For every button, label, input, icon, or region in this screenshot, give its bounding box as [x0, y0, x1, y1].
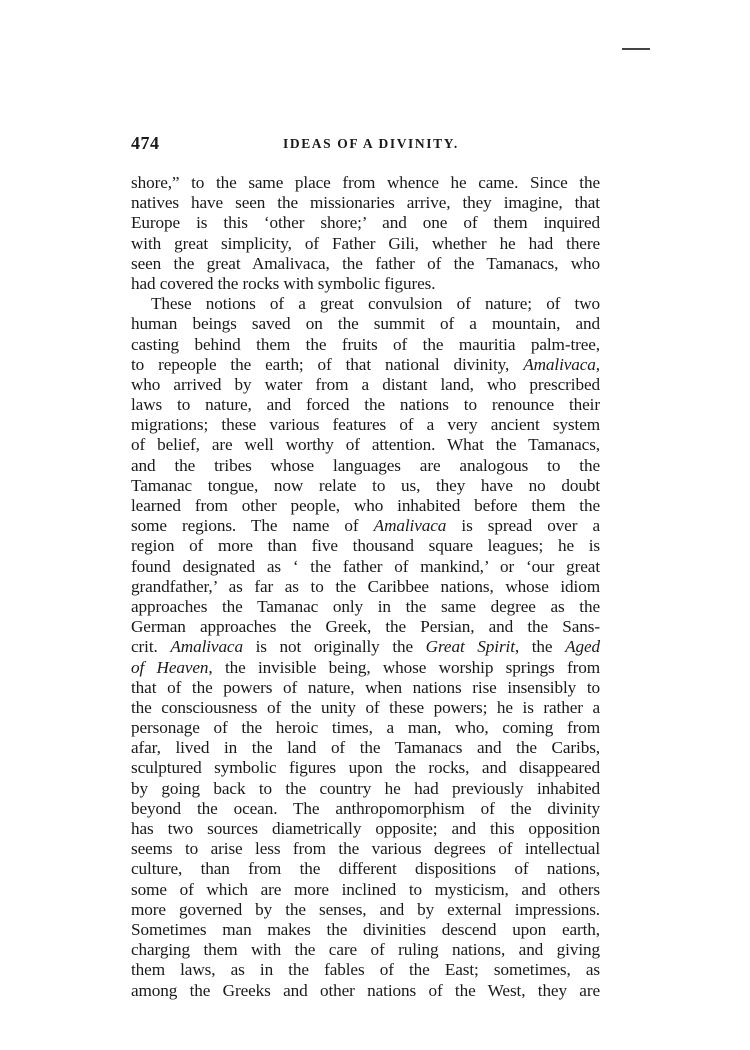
text-segment: human beings saved on the summit of a mountain, and	[131, 314, 600, 334]
text-segment: had covered the rocks with symbolic figures.	[131, 273, 436, 293]
text-segment: and the tribes whose languages are analogous to the	[131, 455, 600, 475]
text-line	[131, 779, 600, 799]
text-line	[131, 880, 600, 900]
text-line	[131, 557, 600, 577]
text-line	[131, 597, 600, 617]
text-segment: learned from other people, who inhabited before them the	[131, 496, 600, 515]
text-segment: is spread over a	[446, 516, 600, 536]
text-segment: afar, lived in the land of the Tamanacs and the Caribs,	[131, 738, 600, 758]
text-segment: seems to arise less from the various degrees of intellectual	[131, 839, 600, 859]
text-segment: region of more than five thousand square leagues; he is	[131, 536, 600, 556]
text-segment: some of which are more inclined to mysticism, and others	[131, 879, 600, 899]
text-segment: casting behind them the fruits of the mauritia palm-tree,	[131, 334, 600, 354]
text-segment: natives have seen the missionaries arrive, they imagine, that	[131, 193, 600, 213]
text-line	[131, 435, 600, 455]
text-line	[131, 294, 600, 314]
text-segment: Sometimes man makes the divinities descend upon earth,	[131, 919, 600, 939]
text-line	[131, 577, 600, 597]
text-segment: crit.	[131, 637, 171, 657]
text-segment: by going back to the country he had previously inhabited	[131, 778, 600, 798]
text-segment: grandfather,’ as far as to the Caribbee nations, whose idiom	[131, 576, 600, 596]
text-segment: has two sources diametrically opposite; and this opposition	[131, 819, 600, 838]
text-line	[131, 314, 600, 334]
body-text	[131, 173, 600, 1001]
text-line	[131, 496, 600, 516]
text-segment: them laws, as in the fables of the East; sometimes, as	[131, 960, 600, 980]
text-line	[131, 254, 600, 274]
text-segment: migrations; these various features of a very ancient system	[131, 415, 600, 435]
text-segment: found designated as ‘ the father of mankind,’ or ‘our great	[131, 556, 600, 576]
text-line	[131, 658, 600, 678]
text-segment: sculptured symbolic figures upon the rocks, and disappeared	[131, 758, 600, 778]
book-page	[131, 133, 600, 1001]
text-segment: with great simplicity, of Father Gili, whether he had there	[131, 233, 600, 253]
italic-text: Aged	[565, 637, 601, 657]
page-number: 474	[131, 133, 160, 153]
italic-text: Great Spirit	[425, 637, 515, 657]
text-segment: who arrived by water from a distant land, who prescribed	[131, 374, 600, 394]
text-segment: of belief, are well worthy of attention. What the Tamanacs,	[131, 435, 600, 455]
running-title: IDEAS OF A DIVINITY.	[283, 136, 459, 151]
text-line	[131, 678, 600, 698]
text-segment: Europe is this ‘other shore;’ and one of them inquired	[131, 213, 600, 233]
text-line	[131, 940, 600, 960]
text-line	[131, 920, 600, 940]
text-segment: culture, than from the different dispositions of nations,	[131, 859, 600, 879]
text-line	[131, 375, 600, 395]
text-line	[131, 617, 600, 637]
text-line	[131, 738, 600, 758]
italic-text: Amalivaca,	[523, 354, 600, 374]
text-segment: personage of the heroic times, a man, who, coming from	[131, 718, 600, 738]
text-line	[131, 193, 600, 213]
text-segment: approaches the Tamanac only in the same degree as the	[131, 596, 600, 616]
text-line	[131, 476, 600, 496]
text-segment: charging them with the care of ruling nations, and giving	[131, 940, 600, 960]
running-head	[131, 133, 600, 163]
text-line	[131, 637, 600, 657]
text-segment: , the	[514, 637, 566, 657]
italic-text: of Heaven	[131, 657, 209, 677]
italic-text: Amalivaca	[373, 516, 447, 536]
text-segment: some regions. The name of	[131, 516, 374, 536]
text-line	[131, 859, 600, 879]
text-segment: shore,” to the same place from whence he came. Since the	[131, 173, 600, 192]
text-line	[131, 536, 600, 556]
text-segment: seen the great Amalivaca, the father of the Tamanacs, who	[131, 253, 600, 273]
text-line	[131, 395, 600, 415]
text-line	[131, 274, 600, 294]
text-line	[131, 516, 600, 536]
text-segment: more governed by the senses, and by external impressions.	[131, 899, 600, 919]
text-line	[131, 456, 600, 476]
text-line	[131, 415, 600, 435]
text-line	[131, 213, 600, 233]
text-line	[131, 900, 600, 920]
text-line	[131, 819, 600, 839]
page-edge-mark	[622, 48, 650, 50]
text-segment: laws to nature, and forced the nations to renounce their	[131, 395, 600, 415]
italic-text: Amalivaca	[170, 637, 243, 657]
text-line	[131, 698, 600, 718]
text-segment: beyond the ocean. The anthropomorphism of the divinity	[131, 798, 600, 818]
text-segment: that of the powers of nature, when nations rise insensibly to	[131, 677, 600, 697]
text-line	[131, 839, 600, 859]
text-line	[131, 335, 600, 355]
text-segment: These notions of a great convulsion of nature; of two	[151, 294, 600, 314]
text-line	[131, 758, 600, 778]
text-segment: , the invisible being, whose worship springs from	[208, 657, 600, 677]
text-segment: is not originally the	[242, 637, 426, 657]
text-line	[131, 799, 600, 819]
text-line	[131, 234, 600, 254]
text-segment: German approaches the Greek, the Persian, and the Sans-	[131, 617, 600, 637]
text-line	[131, 355, 600, 375]
text-segment: among the Greeks and other nations of the West, they are	[131, 980, 600, 1000]
text-segment: Tamanac tongue, now relate to us, they have no doubt	[131, 475, 600, 495]
text-segment: to repeople the earth; of that national divinity,	[131, 354, 524, 374]
text-line	[131, 173, 600, 193]
text-line	[131, 981, 600, 1001]
text-segment: the consciousness of the unity of these powers; he is rather a	[131, 697, 600, 717]
text-line	[131, 960, 600, 980]
text-line	[131, 718, 600, 738]
